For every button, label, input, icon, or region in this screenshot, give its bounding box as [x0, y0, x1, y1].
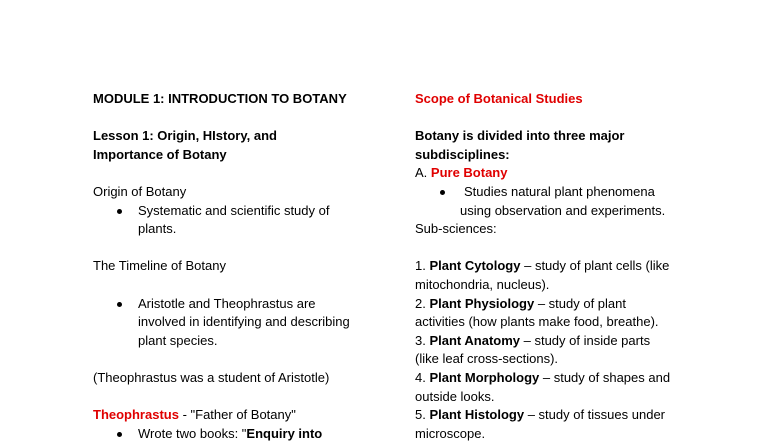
list-item	[415, 369, 715, 388]
list-item	[415, 406, 715, 425]
divided-line-2: subdisciplines:	[415, 146, 510, 162]
divided-line-1: Botany is divided into three major	[415, 128, 625, 144]
item-term: Plant Cytology	[429, 258, 521, 274]
item-desc: – study of shapes and	[539, 369, 671, 385]
pure-prefix: A.	[415, 165, 431, 181]
subsciences-label: Sub-sciences:	[415, 221, 497, 237]
origin-bullet-text-1: Systematic and scientific study of	[138, 202, 330, 218]
list-item-cont: outside looks.	[415, 388, 495, 404]
list-item	[415, 257, 715, 276]
list-item-cont: activities (how plants make food, breathe).	[415, 314, 659, 330]
pure-botany-line	[415, 164, 715, 183]
item-number: 4.	[415, 369, 430, 385]
books-text: Wrote two books: "	[138, 425, 247, 441]
bullet-dot	[117, 432, 122, 437]
origin-bullet-text-2: plants.	[138, 221, 177, 237]
list-item-cont: microscope.	[415, 425, 486, 441]
theophrastus-note: (Theophrastus was a student of Aristotle)	[93, 369, 330, 385]
scope-heading: Scope of Botanical Studies	[415, 91, 583, 106]
origin-bullet	[93, 202, 393, 221]
list-item-cont: (like leaf cross-sections).	[415, 351, 559, 367]
item-number: 5.	[415, 407, 430, 423]
module-title: MODULE 1: INTRODUCTION TO BOTANY	[93, 91, 347, 106]
bullet-dot	[117, 302, 122, 307]
pure-bullet-text-1: Studies natural plant phenomena	[464, 183, 655, 199]
theophrastus-name: Theophrastus	[93, 407, 179, 423]
theophrastus-line	[93, 406, 393, 425]
books-bullet	[93, 425, 393, 441]
list-item-cont: mitochondria, nucleus).	[415, 276, 550, 292]
pure-bullet-text-2: using observation and experiments.	[460, 202, 666, 218]
left-column	[93, 90, 393, 441]
theophrastus-title: - "Father of Botany"	[178, 407, 296, 423]
item-desc: – study of inside parts	[520, 332, 651, 348]
aristotle-bullet	[93, 295, 393, 314]
list-item	[415, 332, 715, 351]
books-bold: Enquiry into	[246, 425, 323, 441]
item-term: Plant Histology	[429, 407, 525, 423]
origin-heading: Origin of Botany	[93, 183, 187, 199]
bullet-dot	[117, 209, 122, 214]
right-column	[415, 90, 715, 441]
item-number: 3.	[415, 332, 430, 348]
item-term: Plant Morphology	[429, 369, 540, 385]
pure-bullet	[415, 183, 715, 202]
lesson-title-line-1: Lesson 1: Origin, HIstory, and	[93, 128, 277, 144]
timeline-heading: The Timeline of Botany	[93, 258, 226, 274]
item-term: Plant Physiology	[429, 295, 535, 311]
item-desc: – study of tissues under	[524, 407, 666, 423]
list-item	[415, 295, 715, 314]
item-term: Plant Anatomy	[429, 332, 520, 348]
aristotle-bullet-text-2: involved in identifying and describing	[138, 314, 350, 330]
item-number: 2.	[415, 295, 430, 311]
lesson-title-line-2: Importance of Botany	[93, 146, 227, 162]
aristotle-bullet-text-1: Aristotle and Theophrastus are	[138, 295, 316, 311]
item-desc: – study of plant cells (like	[520, 258, 670, 274]
item-desc: – study of plant	[534, 295, 626, 311]
aristotle-bullet-text-3: plant species.	[138, 332, 218, 348]
item-number: 1.	[415, 258, 430, 274]
bullet-dot	[440, 190, 445, 195]
pure-botany-label: Pure Botany	[430, 165, 508, 181]
